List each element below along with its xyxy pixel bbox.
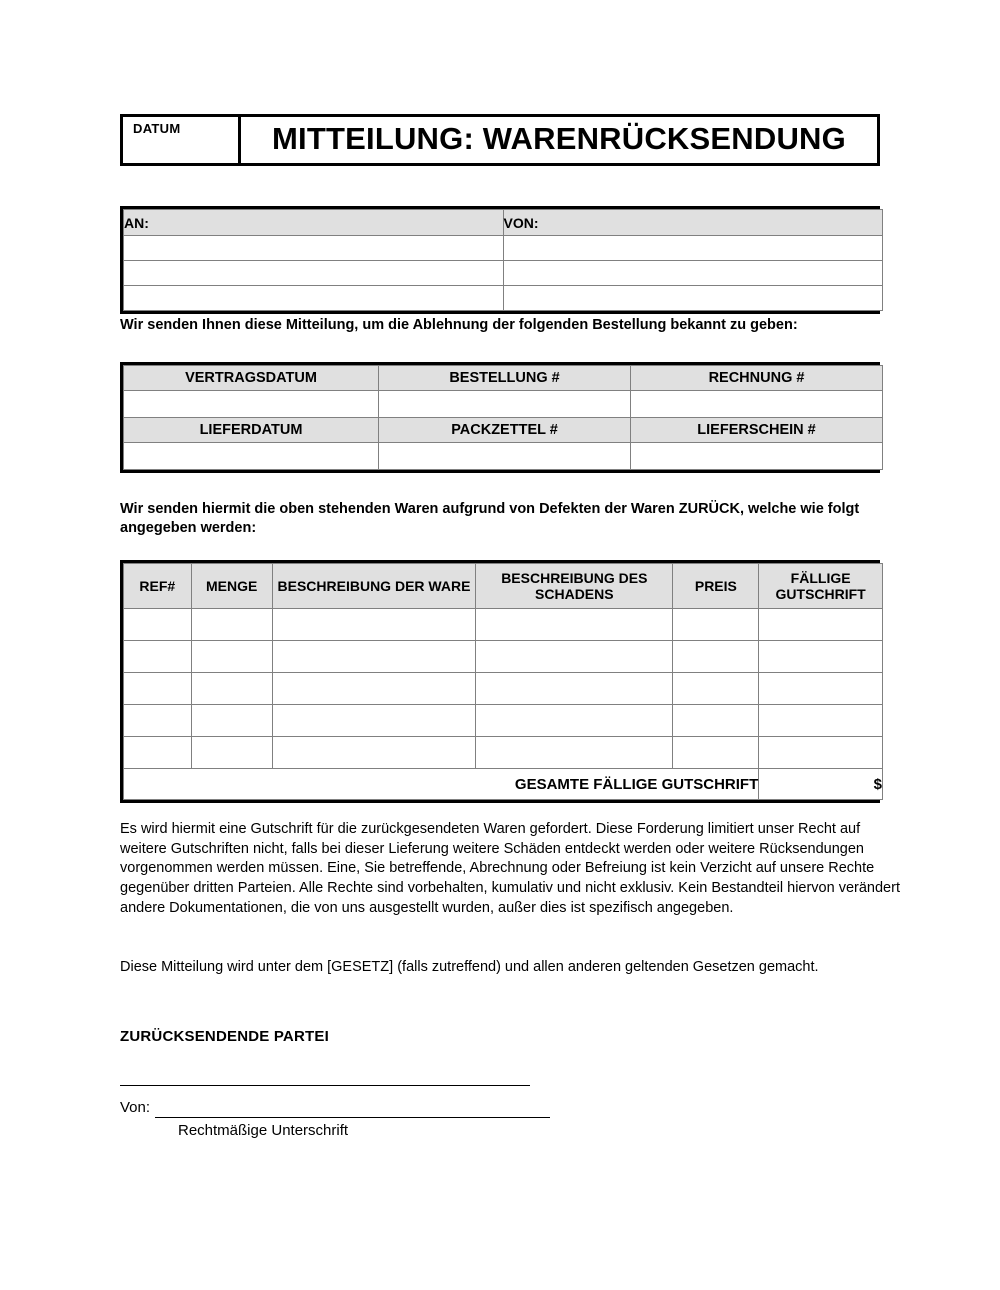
address-table xyxy=(120,206,880,314)
order-header-row-2 xyxy=(124,418,883,443)
order-value-row-1 xyxy=(124,391,883,418)
item-cell-ware[interactable] xyxy=(272,641,475,673)
order-value-bestellung[interactable] xyxy=(379,391,631,418)
order-reference-table xyxy=(120,362,880,473)
total-value[interactable]: $ xyxy=(759,769,883,800)
order-header-bestellung: BESTELLUNG # xyxy=(379,366,631,391)
item-cell-menge[interactable] xyxy=(191,705,272,737)
order-value-row-2 xyxy=(124,443,883,470)
item-cell-ref[interactable] xyxy=(124,609,192,641)
table-row xyxy=(124,673,883,705)
item-cell-gutschrift[interactable] xyxy=(759,609,883,641)
items-header-beschreibung-ware: BESCHREIBUNG DER WARE xyxy=(272,564,475,609)
item-cell-ware[interactable] xyxy=(272,609,475,641)
order-header-lieferdatum: LIEFERDATUM xyxy=(124,418,379,443)
item-cell-schaden[interactable] xyxy=(476,673,673,705)
address-field-von-1[interactable] xyxy=(503,236,883,261)
address-field-an-1[interactable] xyxy=(124,236,504,261)
item-cell-menge[interactable] xyxy=(191,609,272,641)
order-header-packzettel: PACKZETTEL # xyxy=(379,418,631,443)
address-field-an-3[interactable] xyxy=(124,286,504,311)
signature-heading: ZURÜCKSENDENDE PARTEI xyxy=(120,1028,329,1045)
item-cell-ref[interactable] xyxy=(124,705,192,737)
address-table-header-row xyxy=(124,210,883,236)
order-value-packzettel[interactable] xyxy=(379,443,631,470)
address-field-an-2[interactable] xyxy=(124,261,504,286)
item-cell-menge[interactable] xyxy=(191,673,272,705)
item-cell-preis[interactable] xyxy=(673,737,759,769)
items-total-row xyxy=(124,769,883,800)
item-cell-ware[interactable] xyxy=(272,705,475,737)
legal-paragraph-2: Diese Mitteilung wird unter dem [GESETZ] (falls zutreffend) und allen anderen geltenden Gesetzen gemacht. xyxy=(120,959,819,975)
items-header-faellige-gutschrift: FÄLLIGE GUTSCHRIFT xyxy=(759,564,883,609)
legal-paragraph-1: Es wird hiermit eine Gutschrift für die zurückgesendeten Waren gefordert. Diese Forderung limitiert unser Recht auf weitere Gutschriften nicht, falls bei dieser Lieferung weitere Schäden entdeckt werden oder weitere Rücksendungen vorgenommen werden müssen. Eine, Sie betreffende, Abrechnung oder Befreiung ist kein Verzicht auf unsere Rechte gegenüber dritten Parteien. Alle Rechte sind vorbehalten, kumulativ und nicht exklusiv. Kein Bestandteil hiervon verändert andere Dokumentationen, die von uns ausgestellt wurden, außer dies ist spezifisch angegeben. xyxy=(120,821,900,916)
order-value-vertragsdatum[interactable] xyxy=(124,391,379,418)
item-cell-schaden[interactable] xyxy=(476,609,673,641)
items-header-preis: PREIS xyxy=(673,564,759,609)
order-header-row-1 xyxy=(124,366,883,391)
item-cell-preis[interactable] xyxy=(673,609,759,641)
item-cell-schaden[interactable] xyxy=(476,705,673,737)
return-paragraph: Wir senden hiermit die oben stehenden Waren aufgrund von Defekten der Waren ZURÜCK, welche wie folgt angegeben werden: xyxy=(120,501,860,537)
title-bar xyxy=(120,114,880,166)
signature-von-row xyxy=(120,1100,550,1118)
signature-caption: Rechtmäßige Unterschrift xyxy=(178,1122,349,1139)
item-cell-ref[interactable] xyxy=(124,673,192,705)
date-label: DATUM xyxy=(133,121,181,136)
signature-line-von[interactable] xyxy=(155,1102,550,1118)
table-row xyxy=(124,609,883,641)
address-field-von-3[interactable] xyxy=(503,286,883,311)
address-blank-row xyxy=(124,286,883,311)
order-value-lieferdatum[interactable] xyxy=(124,443,379,470)
table-row xyxy=(124,705,883,737)
total-label: GESAMTE FÄLLIGE GUTSCHRIFT xyxy=(124,769,759,800)
item-cell-gutschrift[interactable] xyxy=(759,641,883,673)
table-row xyxy=(124,641,883,673)
intro-paragraph: Wir senden Ihnen diese Mitteilung, um die Ablehnung der folgenden Bestellung bekannt zu geben: xyxy=(120,317,798,333)
address-blank-row xyxy=(124,236,883,261)
item-cell-preis[interactable] xyxy=(673,705,759,737)
item-cell-gutschrift[interactable] xyxy=(759,673,883,705)
item-cell-schaden[interactable] xyxy=(476,641,673,673)
items-table xyxy=(120,560,880,803)
order-value-lieferschein[interactable] xyxy=(631,443,883,470)
order-value-rechnung[interactable] xyxy=(631,391,883,418)
address-field-von-2[interactable] xyxy=(503,261,883,286)
item-cell-preis[interactable] xyxy=(673,673,759,705)
item-cell-menge[interactable] xyxy=(191,737,272,769)
item-cell-gutschrift[interactable] xyxy=(759,705,883,737)
item-cell-ware[interactable] xyxy=(272,737,475,769)
item-cell-ref[interactable] xyxy=(124,737,192,769)
item-cell-ref[interactable] xyxy=(124,641,192,673)
item-cell-ware[interactable] xyxy=(272,673,475,705)
item-cell-preis[interactable] xyxy=(673,641,759,673)
signature-von-label: Von: xyxy=(120,1099,151,1116)
address-header-von: VON: xyxy=(503,210,883,236)
document-title-cell xyxy=(241,117,877,163)
order-header-rechnung: RECHNUNG # xyxy=(631,366,883,391)
table-row xyxy=(124,737,883,769)
order-header-lieferschein: LIEFERSCHEIN # xyxy=(631,418,883,443)
date-cell[interactable] xyxy=(123,117,241,163)
item-cell-gutschrift[interactable] xyxy=(759,737,883,769)
item-cell-menge[interactable] xyxy=(191,641,272,673)
items-header-ref: REF# xyxy=(124,564,192,609)
address-header-an: AN: xyxy=(124,210,504,236)
items-header-row xyxy=(124,564,883,609)
item-cell-schaden[interactable] xyxy=(476,737,673,769)
signature-line-party[interactable] xyxy=(120,1085,530,1086)
address-blank-row xyxy=(124,261,883,286)
items-header-menge: MENGE xyxy=(191,564,272,609)
order-header-vertragsdatum: VERTRAGSDATUM xyxy=(124,366,379,391)
page-title: MITTEILUNG: WARENRÜCKSENDUNG xyxy=(272,121,846,156)
items-header-beschreibung-schaden: BESCHREIBUNG DES SCHADENS xyxy=(476,564,673,609)
